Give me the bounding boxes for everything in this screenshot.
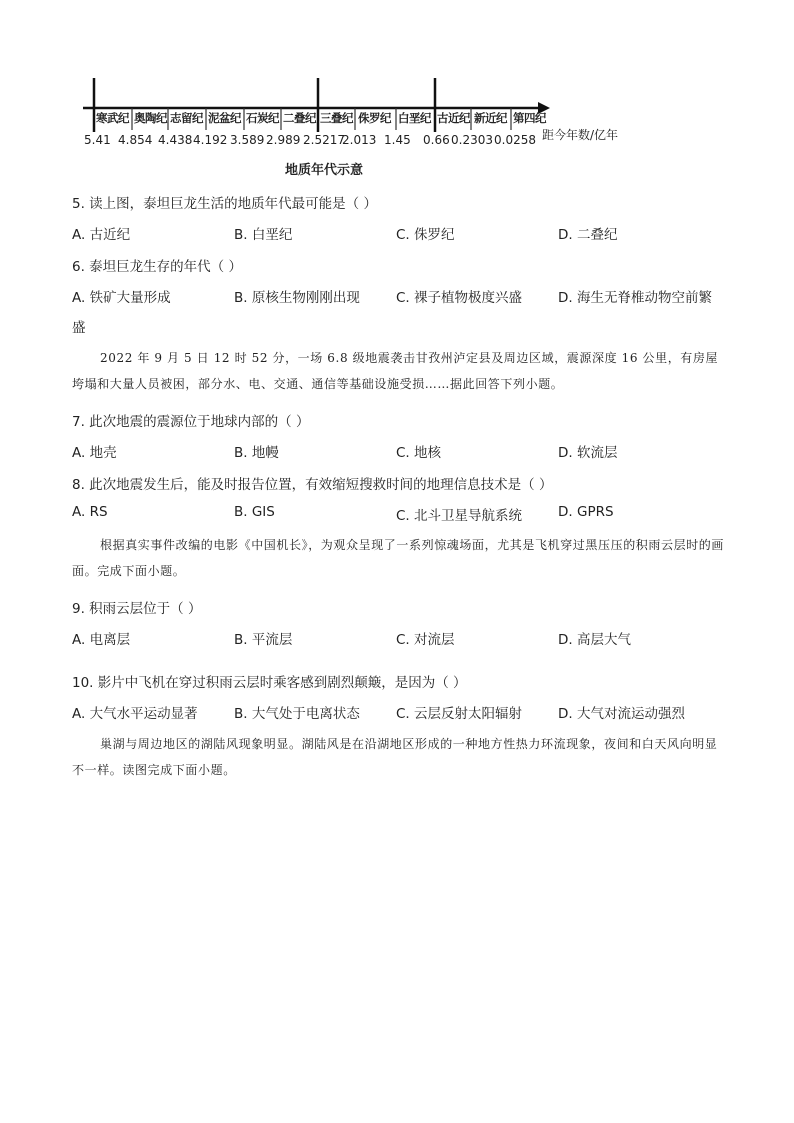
earthquake-passage: 2022 年 9 月 5 日 12 时 52 分，一场 6.8 级地震袭击甘孜州泸定县及周边区域，震源深度 16 公里，有房屋垮塌和大量人员被困，部分水、电、交通、通信等基础设施受损……据此回答下列小题。 bbox=[72, 351, 719, 391]
period-label: 古近纪 bbox=[437, 111, 470, 125]
q5-option-d[interactable]: D. 二叠纪 bbox=[558, 227, 618, 243]
q8-option-b[interactable]: B. GIS bbox=[234, 504, 275, 520]
age-label: 2.5217 bbox=[303, 133, 345, 147]
period-label: 三叠纪 bbox=[320, 111, 353, 125]
q6-option-c[interactable]: C. 裸子植物极度兴盛 bbox=[396, 290, 523, 306]
q8-option-c[interactable]: C. 北斗卫星导航系统 bbox=[396, 508, 523, 524]
q10-option-c[interactable]: C. 云层反射太阳辐射 bbox=[396, 706, 523, 722]
figure-caption: 地质年代示意 bbox=[285, 163, 364, 178]
lake-breeze-passage: 巢湖与周边地区的湖陆风现象明显。湖陆风是在沿湖地区形成的一种地方性热力环流现象，夜间和白天风向明显不一样。读图完成下面小题。 bbox=[72, 737, 718, 777]
question-8-stem: 8. 此次地震发生后，能及时报告位置，有效缩短搜救时间的地理信息技术是（ ） bbox=[72, 477, 553, 493]
period-label: 泥盆纪 bbox=[208, 111, 241, 125]
q6-option-d-continued: 盛 bbox=[72, 320, 86, 336]
question-9-stem: 9. 积雨云层位于（ ） bbox=[72, 601, 202, 617]
period-label: 奥陶纪 bbox=[134, 111, 167, 125]
age-label: 3.589 bbox=[230, 133, 265, 147]
age-label: 4.192 bbox=[193, 133, 228, 147]
q9-option-c[interactable]: C. 对流层 bbox=[396, 632, 455, 648]
axis-unit-label: 距今年数/亿年 bbox=[542, 128, 619, 142]
period-label: 新近纪 bbox=[474, 111, 507, 125]
question-6-stem: 6. 泰坦巨龙生存的年代（ ） bbox=[72, 259, 242, 275]
q8-option-d[interactable]: D. GPRS bbox=[558, 504, 614, 520]
q6-option-b[interactable]: B. 原核生物刚刚出现 bbox=[234, 290, 360, 306]
age-label: 5.41 bbox=[84, 133, 111, 147]
q8-option-a[interactable]: A. RS bbox=[72, 504, 108, 520]
q9-option-d[interactable]: D. 高层大气 bbox=[558, 632, 631, 648]
period-label: 白垩纪 bbox=[398, 111, 431, 125]
age-label: 4.438 bbox=[158, 133, 193, 147]
q7-option-b[interactable]: B. 地幔 bbox=[234, 445, 279, 461]
q5-option-c[interactable]: C. 侏罗纪 bbox=[396, 227, 455, 243]
q6-option-d[interactable]: D. 海生无脊椎动物空前繁 bbox=[558, 290, 712, 306]
period-label: 志留纪 bbox=[170, 111, 203, 125]
age-label: 0.0258 bbox=[494, 133, 536, 147]
q7-option-d[interactable]: D. 软流层 bbox=[558, 445, 618, 461]
q10-option-a[interactable]: A. 大气水平运动显著 bbox=[72, 706, 198, 722]
period-label: 二叠纪 bbox=[283, 111, 316, 125]
period-label: 第四纪 bbox=[513, 111, 546, 125]
q7-option-a[interactable]: A. 地壳 bbox=[72, 445, 117, 461]
age-label: 1.45 bbox=[384, 133, 411, 147]
q9-option-a[interactable]: A. 电离层 bbox=[72, 632, 131, 648]
question-10-stem: 10. 影片中飞机在穿过积雨云层时乘客感到剧烈颠簸，是因为（ ） bbox=[72, 675, 467, 691]
film-passage: 根据真实事件改编的电影《中国机长》，为观众呈现了一系列惊魂场面，尤其是飞机穿过黑压压的积雨云层时的画面。完成下面小题。 bbox=[72, 538, 725, 578]
period-label: 寒武纪 bbox=[96, 111, 129, 125]
question-7-stem: 7. 此次地震的震源位于地球内部的（ ） bbox=[72, 414, 310, 430]
geologic-timeline-figure bbox=[78, 70, 638, 180]
q6-option-a[interactable]: A. 铁矿大量形成 bbox=[72, 290, 171, 306]
age-label: 2.013 bbox=[342, 133, 377, 147]
question-5-stem: 5. 读上图，泰坦巨龙生活的地质年代最可能是（ ） bbox=[72, 196, 377, 212]
period-label: 侏罗纪 bbox=[358, 111, 391, 125]
q5-option-b[interactable]: B. 白垩纪 bbox=[234, 227, 293, 243]
q10-option-d[interactable]: D. 大气对流运动强烈 bbox=[558, 706, 685, 722]
q5-option-a[interactable]: A. 古近纪 bbox=[72, 227, 131, 243]
age-label: 0.2303 bbox=[451, 133, 493, 147]
age-label: 4.854 bbox=[118, 133, 153, 147]
age-label: 2.989 bbox=[266, 133, 301, 147]
q7-option-c[interactable]: C. 地核 bbox=[396, 445, 442, 461]
q9-option-b[interactable]: B. 平流层 bbox=[234, 632, 293, 648]
age-label: 0.66 bbox=[423, 133, 450, 147]
q10-option-b[interactable]: B. 大气处于电离状态 bbox=[234, 706, 360, 722]
period-label: 石炭纪 bbox=[246, 111, 279, 125]
